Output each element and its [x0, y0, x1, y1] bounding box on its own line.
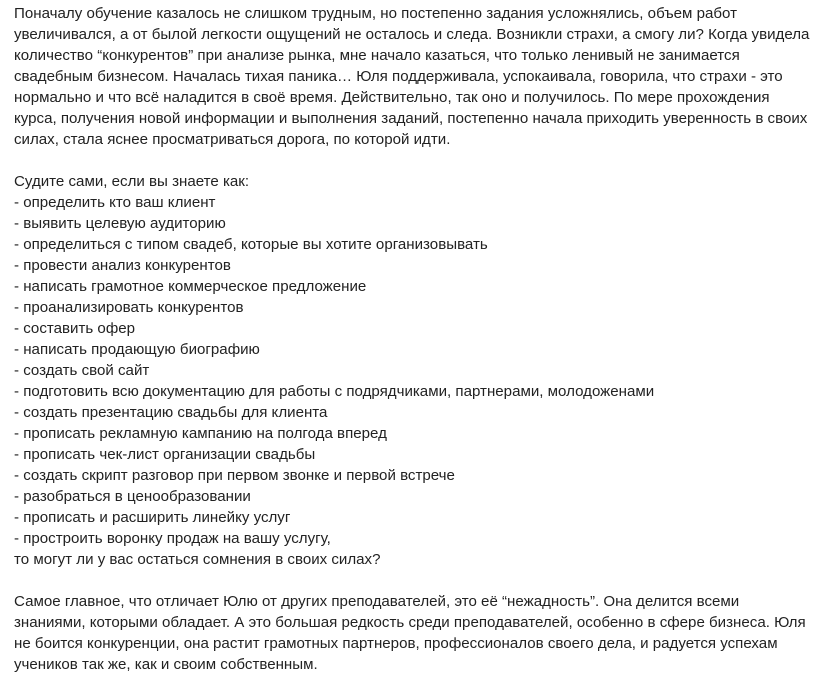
- article-body: [14, 0, 814, 675]
- list-closing: то могут ли у вас остаться сомнения в своих силах?: [14, 551, 381, 568]
- list-item: - провести анализ конкурентов: [14, 257, 231, 274]
- list-item: - написать продающую биографию: [14, 341, 260, 358]
- list-item: - определить кто ваш клиент: [14, 194, 216, 211]
- list-item: - составить офер: [14, 320, 136, 337]
- list-item: - создать скрипт разговор при первом звонке и первой встрече: [14, 467, 455, 484]
- list-item: - прописать и расширить линейку услуг: [14, 509, 291, 526]
- list-item: - простроить воронку продаж на вашу услугу,: [14, 530, 331, 547]
- list-item: - определиться с типом свадеб, которые вы хотите организовывать: [14, 236, 488, 253]
- paragraph-gap: [14, 570, 814, 591]
- paragraph-fears: Поначалу обучение казалось не слишком трудным, но постепенно задания усложнялись, объем работ увеличивался, а от былой легкости ощущений не осталось и следа. Возникли страхи, а смогу ли? Когда увидела количество “конкурентов” при анализе рынка, мне начало казаться, что только ленивый не занимается свадебным бизнесом. Началась тихая паника… Юля поддерживала, успокаивала, говорила, что страхи - это нормально и что всё наладится в своё время. Действительно, так оно и получилось. По мере прохождения курса, получения новой информации и выполнения заданий, постепенно начала приходить уверенность в своих силах, стала яснее просматриваться дорога, по которой идти.: [14, 5, 810, 148]
- list-item: - выявить целевую аудиторию: [14, 215, 226, 232]
- list-intro: Судите сами, если вы знаете как:: [14, 173, 250, 190]
- list-item: - разобраться в ценообразовании: [14, 488, 251, 505]
- list-item: - проанализировать конкурентов: [14, 299, 244, 316]
- paragraph-generosity: Самое главное, что отличает Юлю от других преподавателей, это её “нежадность”. Она делится всеми знаниями, которыми обладает. А это большая редкость среди преподавателей, особенно в сфере бизнеса. Юля не боится конкуренции, она растит грамотных партнеров, профессионалов своего дела, и радуется успехам учеников так же, как и своим собственным.: [14, 593, 806, 673]
- skills-list: [14, 192, 814, 549]
- list-item: - прописать рекламную кампанию на полгода вперед: [14, 425, 387, 442]
- list-item: - создать презентацию свадьбы для клиента: [14, 404, 328, 421]
- list-item: - подготовить всю документацию для работы с подрядчиками, партнерами, молодоженами: [14, 383, 655, 400]
- list-item: - создать свой сайт: [14, 362, 150, 379]
- list-item: - написать грамотное коммерческое предложение: [14, 278, 367, 295]
- list-item: - прописать чек-лист организации свадьбы: [14, 446, 316, 463]
- paragraph-gap: [14, 150, 814, 171]
